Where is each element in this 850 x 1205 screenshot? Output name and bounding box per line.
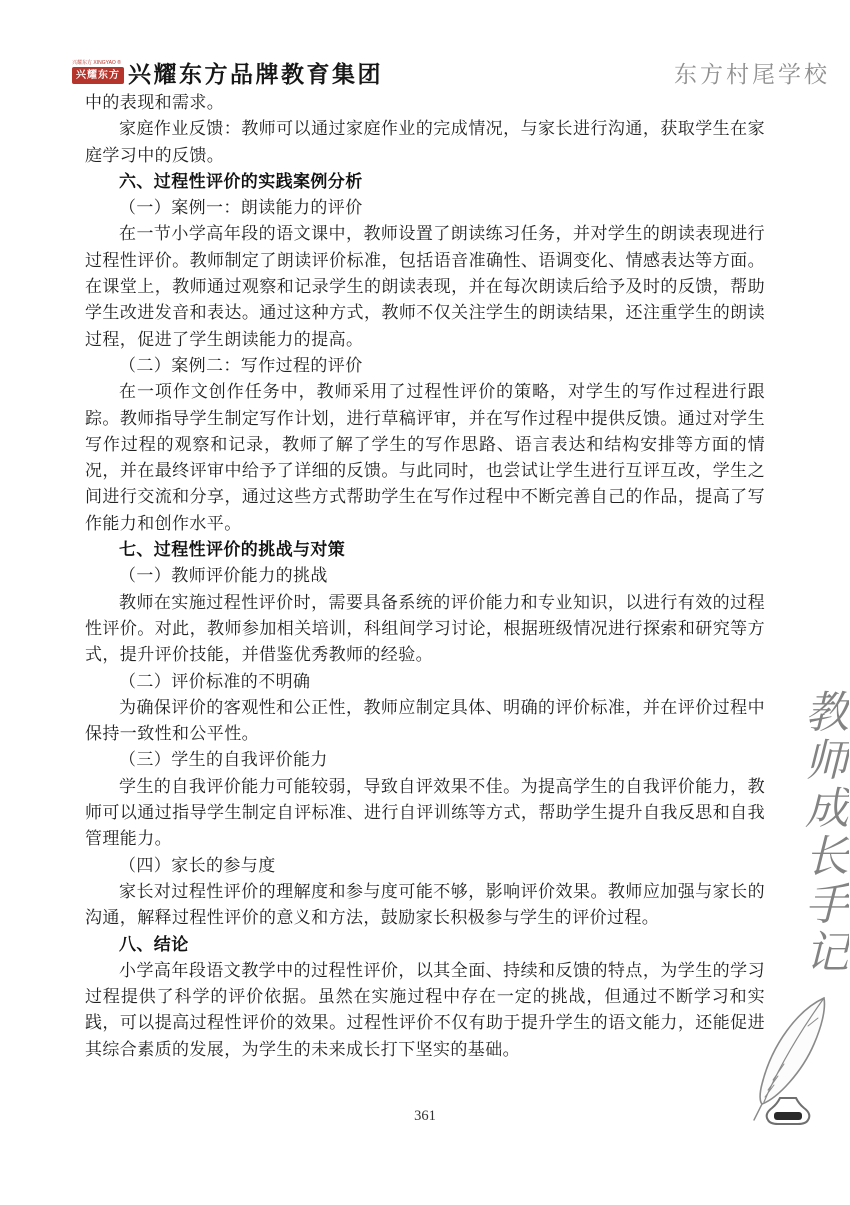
sub-heading: （一）教师评价能力的挑战 (119, 566, 328, 586)
sub-heading: （二）评价标准的不明确 (119, 671, 311, 691)
company-name: 兴耀东方品牌教育集团 (128, 61, 383, 87)
brand-seal-logo (72, 61, 120, 84)
seal-icon: 兴耀东方 (72, 67, 124, 84)
sub-heading: （四）家长的参与度 (119, 855, 276, 875)
page-number: 361 (414, 1108, 436, 1124)
section-heading: 六、过程性评价的实践案例分析 (119, 171, 363, 191)
sub-heading: （二）案例二：写作过程的评价 (119, 355, 363, 375)
sub-heading: （一）案例一：朗读能力的评价 (119, 198, 363, 218)
school-name: 东方村尾学校 (674, 61, 830, 87)
body-paragraph: 小学高年段语文教学中的过程性评价，以其全面、持续和反馈的特点，为学生的学习过程提供了科学的评价依据。虽然在实施过程中存在一定的挑战，但通过不断学习和实践，可以提高过程性评价的效果。过程性评价不仅有助于提升学生的语文能力，还能促进其综合素质的发展，为学生的未来成长打下坚实的基础。 (85, 960, 765, 1059)
section-heading: 七、过程性评价的挑战与对策 (119, 540, 346, 560)
body-paragraph: 为确保评价的客观性和公正性，教师应制定具体、明确的评价标准，并在评价过程中保持一致性和公平性。 (85, 697, 765, 744)
page-header (72, 50, 830, 94)
body-paragraph: 家庭作业反馈：教师可以通过家庭作业的完成情况，与家长进行沟通，获取学生在家庭学习中的反馈。 (85, 119, 765, 165)
seal-top-text: 兴耀东方 XINGYAO ® (72, 59, 121, 66)
body-paragraph: 中的表现和需求。 (85, 93, 225, 112)
section-heading: 八、结论 (119, 934, 189, 954)
body-paragraph: 在一节小学高年段的语文课中，教师设置了朗读练习任务，并对学生的朗读表现进行过程性评价。教师制定了朗读评价标准，包括语音准确性、语调变化、情感表达等方面。在课堂上，教师通过观察和记录学生的朗读表现，并在每次朗读后给予及时的反馈，帮助学生改进发音和表达。通过这种方式，教师不仅关注学生的朗读结果，还注重学生的朗读过程，促进了学生朗读能力的提高。 (85, 224, 765, 349)
document-body (85, 90, 765, 1063)
body-paragraph: 家长对过程性评价的理解度和参与度可能不够，影响评价效果。教师应加强与家长的沟通，解释过程性评价的意义和方法，鼓励家长积极参与学生的评价过程。 (85, 881, 765, 928)
body-paragraph: 学生的自我评价能力可能较弱，导致自评效果不佳。为提高学生的自我评价能力，教师可以通过指导学生制定自评标准、进行自评训练等方式，帮助学生提升自我反思和自我管理能力。 (85, 776, 765, 849)
sub-heading: （三）学生的自我评价能力 (119, 750, 328, 770)
body-paragraph: 教师在实施过程性评价时，需要具备系统的评价能力和专业知识，以进行有效的过程性评价。对此，教师参加相关培训，科组间学习讨论，根据班级情况进行探索和研究等方式，提升评价技能，并借鉴优秀教师的经验。 (85, 592, 765, 665)
side-watermark-calligraphy: 教师成长手记 (798, 689, 847, 977)
body-paragraph: 在一项作文创作任务中，教师采用了过程性评价的策略，对学生的写作过程进行跟踪。教师指导学生制定写作计划，进行草稿评审，并在写作过程中提供反馈。通过对学生写作过程的观察和记录，教师了解了学生的写作思路、语言表达和结构安排等方面的情况，并在最终评审中给予了详细的反馈。与此同时，也尝试让学生进行互评互改，学生之间进行交流和分享，通过这些方式帮助学生在写作过程中不断完善自己的作品，提高了写作能力和创作水平。 (85, 382, 765, 533)
